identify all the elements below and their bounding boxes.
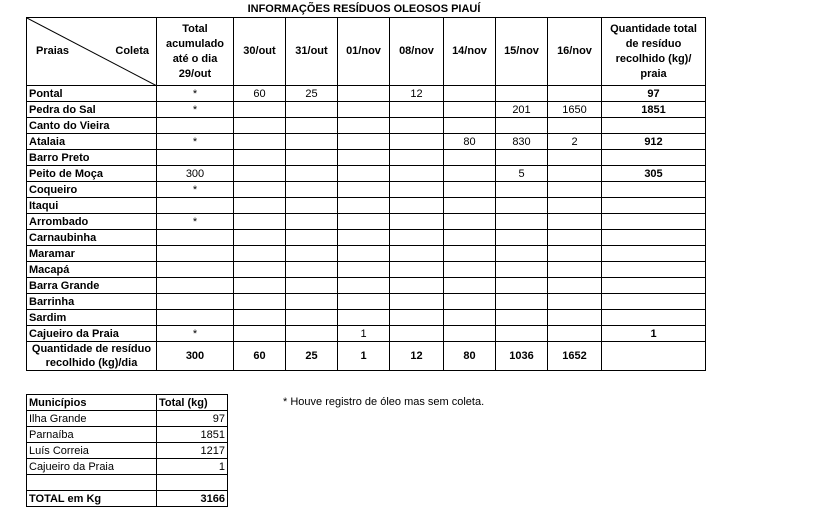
beach-name: Maramar [27, 246, 157, 262]
date-cell: 25 [286, 86, 338, 102]
date-cell [338, 262, 390, 278]
date-cell [444, 262, 496, 278]
date-cell [234, 150, 286, 166]
beach-total-cell: 1 [602, 326, 706, 342]
municipio-row [27, 459, 228, 475]
daily-total-cell: 1036 [496, 342, 548, 371]
date-cell [548, 310, 602, 326]
date-cell [444, 198, 496, 214]
date-cell [496, 150, 548, 166]
coleta-label: Coleta [115, 45, 149, 57]
accumulated-cell [157, 198, 234, 214]
date-cell [234, 230, 286, 246]
beach-name: Barra Grande [27, 278, 157, 294]
date-cell [444, 230, 496, 246]
date-cell [548, 86, 602, 102]
date-cell: 60 [234, 86, 286, 102]
date-cell: 1 [338, 326, 390, 342]
table-row [27, 246, 706, 262]
beach-name: Peito de Moça [27, 166, 157, 182]
date-cell [548, 230, 602, 246]
municipio-row [27, 475, 228, 491]
date-cell [444, 166, 496, 182]
header-row [27, 18, 706, 86]
beach-name: Arrombado [27, 214, 157, 230]
date-cell [548, 118, 602, 134]
date-cell [390, 134, 444, 150]
table-row [27, 134, 706, 150]
accumulated-cell [157, 262, 234, 278]
date-cell [444, 326, 496, 342]
date-cell [496, 262, 548, 278]
accumulated-cell: * [157, 214, 234, 230]
header-total: Quantidade total de resíduo recolhido (kg)/ praia [602, 18, 706, 86]
table-row [27, 310, 706, 326]
beach-name: Pedra do Sal [27, 102, 157, 118]
accumulated-cell [157, 230, 234, 246]
date-cell [496, 118, 548, 134]
date-cell [548, 262, 602, 278]
date-cell [444, 102, 496, 118]
date-cell [234, 278, 286, 294]
date-cell [338, 310, 390, 326]
beach-name: Cajueiro da Praia [27, 326, 157, 342]
date-cell: 201 [496, 102, 548, 118]
daily-total-cell: 300 [157, 342, 234, 371]
municipio-value: 97 [157, 411, 228, 427]
header-date: 16/nov [548, 18, 602, 86]
municipio-name: Ilha Grande [27, 411, 157, 427]
beach-total-cell [602, 262, 706, 278]
date-cell [286, 262, 338, 278]
date-cell [338, 230, 390, 246]
date-cell [338, 294, 390, 310]
date-cell [234, 198, 286, 214]
date-cell [390, 102, 444, 118]
date-cell [286, 198, 338, 214]
daily-total-cell: 12 [390, 342, 444, 371]
date-cell [496, 246, 548, 262]
beach-name: Barro Preto [27, 150, 157, 166]
praias-label: Praias [36, 45, 70, 57]
accumulated-cell [157, 310, 234, 326]
municipio-value: 1217 [157, 443, 228, 459]
date-cell: 80 [444, 134, 496, 150]
date-cell [234, 246, 286, 262]
beach-name: Pontal [27, 86, 157, 102]
date-cell [234, 214, 286, 230]
date-cell [444, 294, 496, 310]
date-cell [286, 278, 338, 294]
beach-name: Barrinha [27, 294, 157, 310]
beach-total-cell [602, 230, 706, 246]
date-cell [444, 118, 496, 134]
date-cell [444, 246, 496, 262]
beach-total-cell [602, 310, 706, 326]
beach-total-cell [602, 294, 706, 310]
date-cell [286, 214, 338, 230]
accumulated-cell: * [157, 326, 234, 342]
date-cell [390, 294, 444, 310]
header-date: 01/nov [338, 18, 390, 86]
accumulated-cell: * [157, 182, 234, 198]
date-cell [286, 230, 338, 246]
date-cell [390, 118, 444, 134]
date-cell [338, 246, 390, 262]
date-cell [286, 102, 338, 118]
date-cell [234, 182, 286, 198]
table-row [27, 230, 706, 246]
date-cell [548, 150, 602, 166]
date-cell [338, 134, 390, 150]
date-cell [496, 278, 548, 294]
table-row [27, 214, 706, 230]
table-row [27, 102, 706, 118]
accumulated-cell [157, 118, 234, 134]
municipio-value [157, 475, 228, 491]
accumulated-cell [157, 246, 234, 262]
beach-name: Macapá [27, 262, 157, 278]
daily-total-cell: 60 [234, 342, 286, 371]
header-date: 31/out [286, 18, 338, 86]
header-date: 15/nov [496, 18, 548, 86]
date-cell [286, 134, 338, 150]
date-cell [338, 182, 390, 198]
date-cell [338, 102, 390, 118]
beach-name: Carnaubinha [27, 230, 157, 246]
date-cell [338, 86, 390, 102]
table-row [27, 262, 706, 278]
beach-total-cell [602, 118, 706, 134]
beach-name: Canto do Vieira [27, 118, 157, 134]
beach-total-cell: 912 [602, 134, 706, 150]
date-cell: 2 [548, 134, 602, 150]
date-cell: 5 [496, 166, 548, 182]
table-row [27, 182, 706, 198]
beach-total-cell: 97 [602, 86, 706, 102]
date-cell [548, 198, 602, 214]
footnote: * Houve registro de óleo mas sem coleta. [283, 396, 485, 408]
corner-cell [27, 18, 157, 86]
date-cell [390, 310, 444, 326]
date-cell [548, 294, 602, 310]
date-cell [286, 150, 338, 166]
date-cell [338, 150, 390, 166]
date-cell [234, 326, 286, 342]
date-cell [286, 326, 338, 342]
report-title: INFORMAÇÕES RESÍDUOS OLEOSOS PIAUÍ [247, 3, 481, 15]
date-cell: 1650 [548, 102, 602, 118]
beach-total-cell [602, 150, 706, 166]
header-date: 14/nov [444, 18, 496, 86]
accumulated-cell [157, 150, 234, 166]
date-cell [286, 166, 338, 182]
date-cell [338, 278, 390, 294]
date-cell [234, 310, 286, 326]
date-cell [444, 310, 496, 326]
beach-total-cell [602, 278, 706, 294]
date-cell [444, 150, 496, 166]
date-cell [390, 214, 444, 230]
date-cell [338, 198, 390, 214]
date-cell [548, 246, 602, 262]
date-cell [496, 198, 548, 214]
table-row [27, 86, 706, 102]
date-cell [286, 310, 338, 326]
date-cell [444, 214, 496, 230]
table-row [27, 198, 706, 214]
municipios-header-row [27, 395, 228, 411]
municipio-value: 1851 [157, 427, 228, 443]
beach-name: Sardim [27, 310, 157, 326]
daily-total-cell: 1 [338, 342, 390, 371]
date-cell [444, 182, 496, 198]
date-cell [234, 134, 286, 150]
date-cell [496, 294, 548, 310]
accumulated-cell: * [157, 134, 234, 150]
date-cell [390, 182, 444, 198]
date-cell [390, 326, 444, 342]
date-cell [234, 166, 286, 182]
beach-total-cell [602, 214, 706, 230]
date-cell [286, 182, 338, 198]
beach-total-cell [602, 182, 706, 198]
date-cell: 12 [390, 86, 444, 102]
date-cell [548, 214, 602, 230]
date-cell [548, 326, 602, 342]
beach-total-cell: 305 [602, 166, 706, 182]
table-row [27, 278, 706, 294]
date-cell [338, 166, 390, 182]
table-row [27, 166, 706, 182]
date-cell [444, 86, 496, 102]
municipio-name: Cajueiro da Praia [27, 459, 157, 475]
beach-total-cell [602, 198, 706, 214]
daily-totals-row [27, 342, 706, 371]
beach-collection-table [26, 17, 706, 371]
daily-total-cell: 1652 [548, 342, 602, 371]
date-cell [496, 214, 548, 230]
header-accumulated: Total acumulado até o dia 29/out [157, 18, 234, 86]
total-kg-header: Total (kg) [157, 395, 228, 411]
header-date: 08/nov [390, 18, 444, 86]
municipio-value: 1 [157, 459, 228, 475]
grand-total-cell [602, 342, 706, 371]
date-cell [234, 262, 286, 278]
header-date: 30/out [234, 18, 286, 86]
date-cell [390, 166, 444, 182]
date-cell [496, 182, 548, 198]
date-cell [496, 230, 548, 246]
date-cell [338, 118, 390, 134]
date-cell [390, 278, 444, 294]
beach-total-cell [602, 246, 706, 262]
municipio-name: Parnaíba [27, 427, 157, 443]
accumulated-cell [157, 278, 234, 294]
date-cell [548, 166, 602, 182]
municipios-header: Municípios [27, 395, 157, 411]
date-cell [444, 278, 496, 294]
date-cell [496, 86, 548, 102]
date-cell [286, 246, 338, 262]
date-cell [496, 310, 548, 326]
accumulated-cell: * [157, 86, 234, 102]
municipio-name: Luís Correia [27, 443, 157, 459]
daily-total-cell: 25 [286, 342, 338, 371]
total-label: TOTAL em Kg [27, 491, 157, 507]
date-cell [548, 182, 602, 198]
beach-name: Itaqui [27, 198, 157, 214]
date-cell [234, 118, 286, 134]
municipio-row [27, 427, 228, 443]
beach-name: Coqueiro [27, 182, 157, 198]
municipio-row [27, 411, 228, 427]
beach-total-cell: 1851 [602, 102, 706, 118]
municipios-table [26, 394, 228, 507]
municipio-name [27, 475, 157, 491]
date-cell [390, 262, 444, 278]
date-cell [338, 214, 390, 230]
municipio-row [27, 443, 228, 459]
daily-total-cell: 80 [444, 342, 496, 371]
date-cell [234, 294, 286, 310]
date-cell [390, 198, 444, 214]
daily-totals-label: Quantidade de resíduo recolhido (kg)/dia [27, 342, 157, 371]
total-value: 3166 [157, 491, 228, 507]
municipios-total-row [27, 491, 228, 507]
date-cell [286, 294, 338, 310]
date-cell [390, 246, 444, 262]
date-cell [548, 278, 602, 294]
date-cell [390, 150, 444, 166]
accumulated-cell [157, 294, 234, 310]
date-cell: 830 [496, 134, 548, 150]
table-row [27, 294, 706, 310]
accumulated-cell: 300 [157, 166, 234, 182]
date-cell [390, 230, 444, 246]
date-cell [286, 118, 338, 134]
date-cell [234, 102, 286, 118]
table-row [27, 326, 706, 342]
beach-name: Atalaia [27, 134, 157, 150]
date-cell [496, 326, 548, 342]
table-row [27, 150, 706, 166]
accumulated-cell: * [157, 102, 234, 118]
table-row [27, 118, 706, 134]
